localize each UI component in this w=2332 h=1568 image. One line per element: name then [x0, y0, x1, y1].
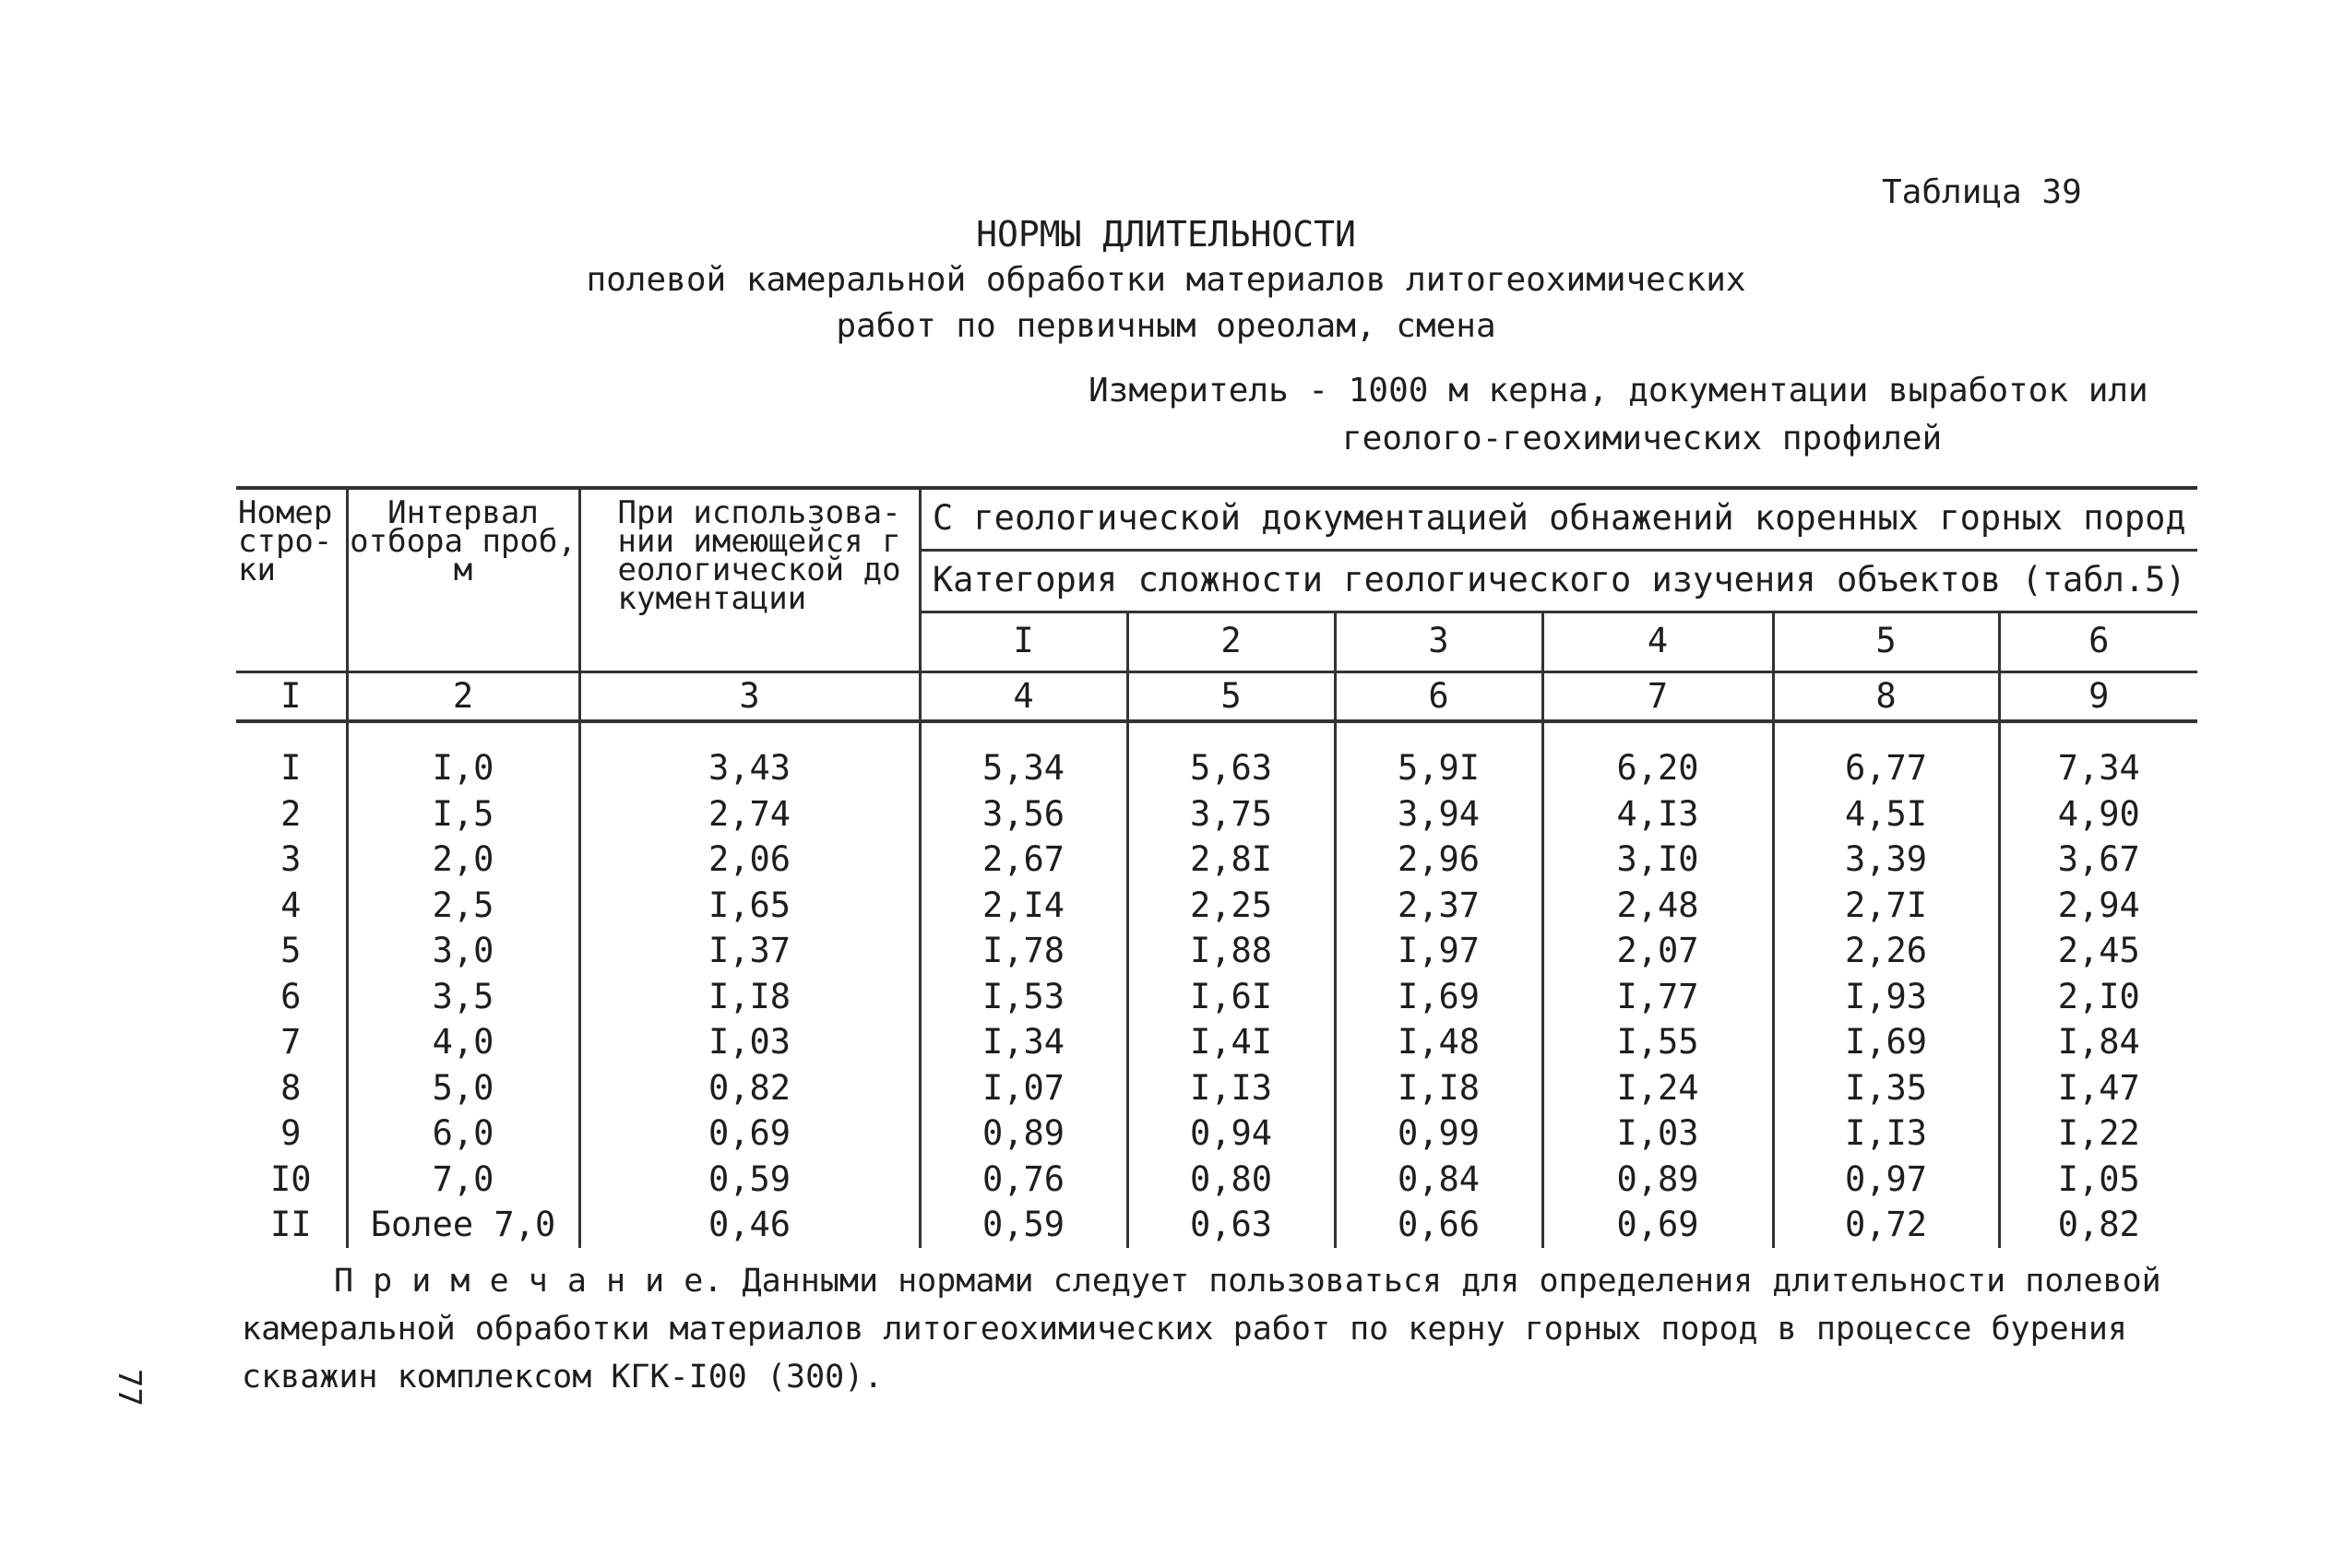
- table-cell: 2,5: [347, 883, 579, 929]
- table-cell: I,0: [347, 721, 579, 791]
- table-cell: 3,56: [920, 791, 1127, 837]
- table-cell: 7,34: [2057, 748, 2140, 788]
- table-cell: 2,7I: [1773, 883, 1999, 929]
- table-row: [236, 1157, 2197, 1203]
- table-cell: 0,69: [1542, 1202, 1773, 1248]
- measure-unit-line-1: Измеритель - 1000 м керна, документации выработок или: [1089, 372, 2148, 410]
- table-cell: I,24: [1542, 1065, 1773, 1111]
- table-body: [236, 721, 2197, 1248]
- column-number: 9: [1999, 672, 2197, 722]
- table-cell: II: [236, 1202, 347, 1248]
- table-cell: 6,0: [347, 1111, 579, 1157]
- column-number: 4: [920, 672, 1127, 722]
- category-header: 4: [1542, 612, 1773, 672]
- table-cell: I,65: [579, 883, 920, 929]
- table-cell: 7,0: [347, 1157, 579, 1203]
- table-cell: 4,5I: [1773, 791, 1999, 837]
- note-line-2: камеральной обработки материалов литогеохимических работ по керну горных пород в процессе бурения: [242, 1311, 2127, 1348]
- table-cell: 0,63: [1127, 1202, 1335, 1248]
- table-cell: I,78: [920, 928, 1127, 974]
- table-cell: 2: [236, 791, 347, 837]
- col-header-row-number: Номер стро-ки: [236, 488, 347, 672]
- table-number: Таблица 39: [1882, 173, 2082, 211]
- table-cell: 2,45: [2057, 931, 2140, 970]
- table-row: [236, 1202, 2197, 1248]
- table-row: [236, 791, 2197, 837]
- table-cell: 5,34: [920, 721, 1127, 791]
- table-row: [236, 974, 2197, 1020]
- table-cell: I,47: [2057, 1067, 2140, 1108]
- table-cell: I,I8: [579, 974, 920, 1020]
- measure-unit-line-2: геолого-геохимических профилей: [1342, 420, 1943, 457]
- table-cell: I,5: [347, 791, 579, 837]
- table-cell: I,35: [1773, 1065, 1999, 1111]
- note-line-3: скважин комплексом КГК-I00 (300).: [242, 1359, 884, 1396]
- table-cell: 3,39: [1773, 837, 1999, 883]
- subtitle-line-2: работ по первичным ореолам, смена: [836, 307, 1496, 345]
- table-cell: I,84: [2057, 1022, 2140, 1062]
- table-row: [236, 928, 2197, 974]
- table-cell: 5,9I: [1335, 721, 1542, 791]
- page-title: НОРМЫ ДЛИТЕЛЬНОСТИ: [976, 214, 1356, 255]
- table-row: [236, 1065, 2197, 1111]
- table-cell: 0,80: [1127, 1157, 1335, 1203]
- table-cell: 0,69: [579, 1111, 920, 1157]
- table-cell: I,I3: [1773, 1111, 1999, 1157]
- table-cell: 0,82: [2057, 1205, 2140, 1244]
- table-cell: I,03: [579, 1019, 920, 1065]
- table-cell: 5,0: [347, 1065, 579, 1111]
- table-cell: 0,82: [579, 1065, 920, 1111]
- table-cell: 6: [236, 974, 347, 1020]
- category-header: 5: [1773, 612, 1999, 672]
- table-row: [236, 1111, 2197, 1157]
- table-cell: 2,25: [1127, 883, 1335, 929]
- table-cell: 0,89: [1542, 1157, 1773, 1203]
- table-cell: 2,67: [920, 837, 1127, 883]
- table-cell: 2,I0: [2057, 976, 2140, 1016]
- table-cell: I,69: [1773, 1019, 1999, 1065]
- table-cell: I,07: [920, 1065, 1127, 1111]
- table-cell: 3,43: [579, 721, 920, 791]
- table-cell: 5,63: [1127, 721, 1335, 791]
- table-cell: 0,66: [1335, 1202, 1542, 1248]
- table-cell: I,37: [579, 928, 920, 974]
- table-cell: 3,67: [2057, 839, 2140, 879]
- table-cell: Более 7,0: [347, 1202, 579, 1248]
- column-number: 3: [579, 672, 920, 722]
- table-cell: I,53: [920, 974, 1127, 1020]
- table-cell: I,48: [1335, 1019, 1542, 1065]
- table-cell: 2,48: [1542, 883, 1773, 929]
- table-cell: 4,0: [347, 1019, 579, 1065]
- col-header-existing-doc: При использова-нии имеющейся геологической документации: [579, 488, 920, 672]
- table-cell: 2,96: [1335, 837, 1542, 883]
- table-cell: 2,06: [579, 837, 920, 883]
- table-cell: I0: [236, 1157, 347, 1203]
- table-cell: 4,I3: [1542, 791, 1773, 837]
- subtitle-line-1: полевой камеральной обработки материалов литогеохимических: [586, 261, 1746, 299]
- table-cell: I,69: [1335, 974, 1542, 1020]
- table-cell: I,I3: [1127, 1065, 1335, 1111]
- column-number: 7: [1542, 672, 1773, 722]
- table-cell: 0,97: [1773, 1157, 1999, 1203]
- category-header: 6: [1999, 612, 2197, 672]
- table-row: [236, 721, 2197, 791]
- table-cell: I,I8: [1335, 1065, 1542, 1111]
- note-line-1: П р и м е ч а н и е. Данными нормами следует пользоваться для определения длительности полевой: [334, 1263, 2161, 1300]
- table-cell: 0,94: [1127, 1111, 1335, 1157]
- table-cell: I,6I: [1127, 974, 1335, 1020]
- table-cell: 2,0: [347, 837, 579, 883]
- table-cell: 3,0: [347, 928, 579, 974]
- table-row: [236, 837, 2197, 883]
- table-cell: I,34: [920, 1019, 1127, 1065]
- table-cell: I,77: [1542, 974, 1773, 1020]
- table-cell: 4,90: [2057, 793, 2140, 834]
- table-cell: 3: [236, 837, 347, 883]
- table-cell: 0,59: [579, 1157, 920, 1203]
- table-cell: 6,77: [1773, 721, 1999, 791]
- category-header: 2: [1127, 612, 1335, 672]
- page-number: 77: [111, 1369, 148, 1407]
- table-cell: I,22: [2057, 1113, 2140, 1153]
- table-cell: 0,46: [579, 1202, 920, 1248]
- column-number: 6: [1335, 672, 1542, 722]
- table-cell: 9: [236, 1111, 347, 1157]
- col-header-category: Категория сложности геологического изучения объектов (табл.5): [920, 551, 2197, 612]
- column-number: 8: [1773, 672, 1999, 722]
- table-cell: 5: [236, 928, 347, 974]
- table-cell: 2,94: [2057, 885, 2140, 925]
- table-cell: I,55: [1542, 1019, 1773, 1065]
- table-cell: 2,26: [1773, 928, 1999, 974]
- table-cell: I,93: [1773, 974, 1999, 1020]
- table-cell: 3,75: [1127, 791, 1335, 837]
- table-cell: I,05: [2057, 1158, 2140, 1199]
- table-cell: 0,76: [920, 1157, 1127, 1203]
- table-cell: 3,I0: [1542, 837, 1773, 883]
- category-header: 3: [1335, 612, 1542, 672]
- table-cell: 3,94: [1335, 791, 1542, 837]
- table-cell: 6,20: [1542, 721, 1773, 791]
- table-cell: 2,8I: [1127, 837, 1335, 883]
- table-cell: 0,99: [1335, 1111, 1542, 1157]
- table-cell: 0,59: [920, 1202, 1127, 1248]
- table-cell: I: [236, 721, 347, 791]
- table-cell: I,4I: [1127, 1019, 1335, 1065]
- table-row: [236, 1019, 2197, 1065]
- table-cell: 2,I4: [920, 883, 1127, 929]
- col-header-interval: Интервал отбора проб, м: [347, 488, 579, 672]
- table-cell: 2,37: [1335, 883, 1542, 929]
- table-cell: I,03: [1542, 1111, 1773, 1157]
- norms-table: [236, 486, 2197, 1248]
- table-cell: I,88: [1127, 928, 1335, 974]
- table-cell: 8: [236, 1065, 347, 1111]
- category-header: I: [920, 612, 1127, 672]
- table-cell: 0,72: [1773, 1202, 1999, 1248]
- column-number: I: [236, 672, 347, 722]
- table-cell: 2,74: [579, 791, 920, 837]
- col-header-group: С геологической документацией обнажений коренных горных пород: [920, 488, 2197, 551]
- table-cell: 4: [236, 883, 347, 929]
- table-cell: 7: [236, 1019, 347, 1065]
- table-cell: 3,5: [347, 974, 579, 1020]
- column-number: 2: [347, 672, 579, 722]
- table-cell: 0,84: [1335, 1157, 1542, 1203]
- table-row: [236, 883, 2197, 929]
- table-cell: 0,89: [920, 1111, 1127, 1157]
- table-cell: I,97: [1335, 928, 1542, 974]
- table-cell: 2,07: [1542, 928, 1773, 974]
- column-number: 5: [1127, 672, 1335, 722]
